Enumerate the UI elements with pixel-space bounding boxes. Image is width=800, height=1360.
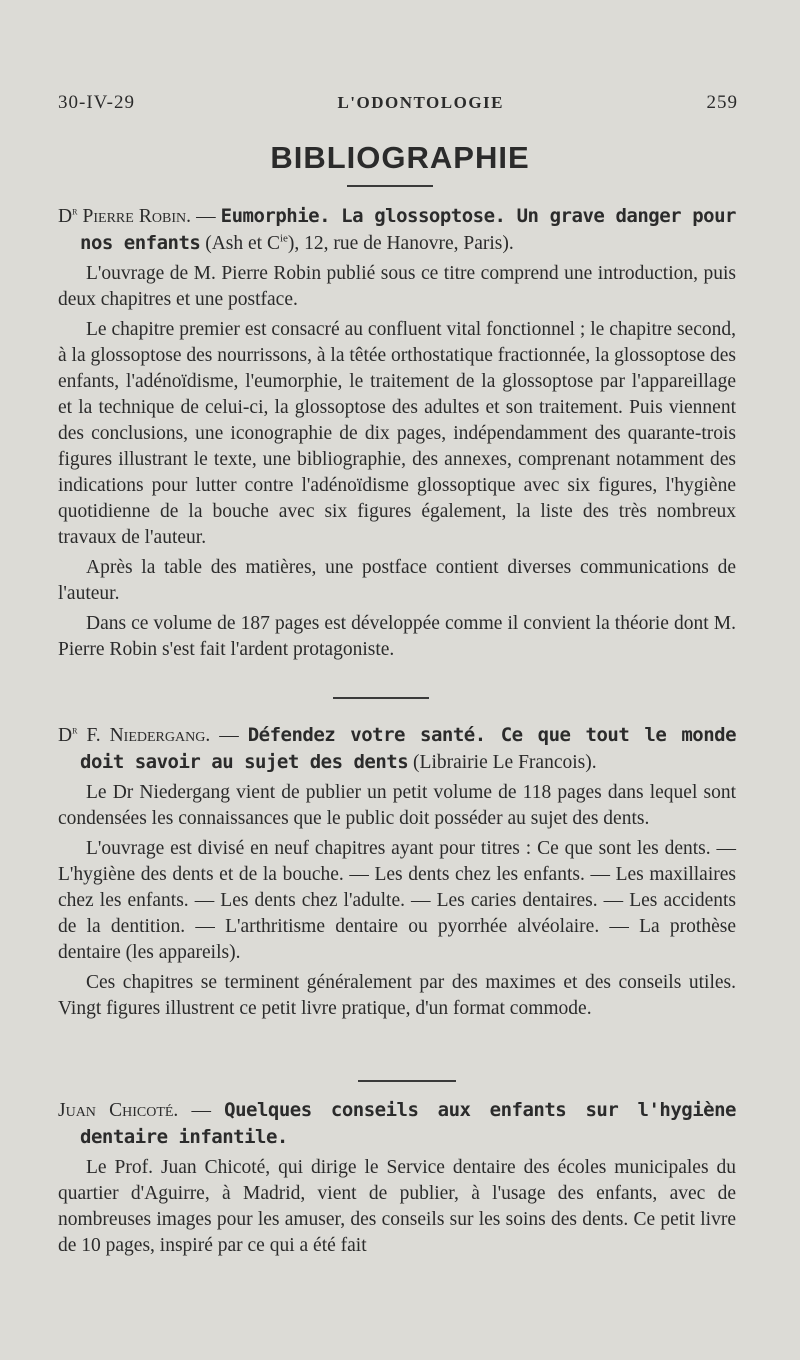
entry-publisher: (Librairie Le Francois). <box>408 752 597 773</box>
page-number: 259 <box>706 92 738 113</box>
entry-heading: $D^r$ Pierre Robin. — Eumorphie. La glossoptose. Un grave danger pour nos enfants (Ash et $C^{ie}$), 12, rue de Hanovre, Paris). <box>58 205 736 254</box>
title-rule <box>347 185 433 187</box>
entry-author: $D^r$ F. Niedergang. <box>58 724 211 746</box>
journal-name: L'ODONTOLOGIE <box>337 93 505 112</box>
entry-title: Défendez votre santé. Ce que tout le monde doit savoir au sujet des dents <box>80 724 737 773</box>
entry-paragraph: Après la table des matières, une postface contient diverses communications de l'auteur. <box>58 557 736 604</box>
bibliography-entry <box>58 203 736 663</box>
entry-paragraph: Le Dr Niedergang vient de publier un petit volume de 118 pages dans lequel sont condensées les connaissances que le public doit posséder au sujet des dents. <box>58 782 736 829</box>
running-head <box>58 92 738 114</box>
section-title: BIBLIOGRAPHIE <box>270 140 530 175</box>
issue-date: 30-IV-29 <box>58 92 135 113</box>
entry-paragraph: Le chapitre premier est consacré au confluent vital fonctionnel ; le chapitre second, à la glossoptose des nourrissons, à la têtée orthostatique fractionnée, la glossoptose des enfants, l'adénoïdisme, l'eumorphie, le traitement de la glossoptose par l'appareillage et la technique de celui-ci, la glossoptose des adultes et son traitement. Puis viennent des conclusions, une iconographie de dix pages, indépendamment des quarante-trois figures illustrant le texte, une bibliographie, des annexes, comprenant notamment des indications pour lutter contre l'adénoïdisme glossoptique avec six figures, l'hygiène quotidienne de la bouche avec six figures également, la liste des très nombreux travaux de l'auteur. <box>58 319 737 548</box>
entry-paragraph: Le Prof. Juan Chicoté, qui dirige le Service dentaire des écoles municipales du quartier d'Aguirre, à Madrid, vient de publier, à l'usage des enfants, avec de nombreuses images pour les amuser, des conseils sur les soins des dents. Ce petit livre de 10 pages, inspiré par ce qui a été fait <box>58 1157 736 1256</box>
entry-author: $D^r$ Pierre Robin. <box>58 205 191 227</box>
bibliography-entry <box>58 1097 736 1259</box>
entry-paragraph: Dans ce volume de 187 pages est développée comme il convient la théorie dont M. Pierre Robin s'est fait l'ardent protagoniste. <box>58 613 736 660</box>
entry-author: Juan Chicoté. <box>58 1100 179 1121</box>
entry-heading: $D^r$ F. Niedergang. — Défendez votre santé. Ce que tout le monde doit savoir au sujet des dents (Librairie Le Francois). <box>58 724 737 773</box>
entry-paragraph: L'ouvrage est divisé en neuf chapitres ayant pour titres : Ce que sont les dents. — L'hygiène des dents et de la bouche. — Les dents chez les enfants. — Les maxillaires chez les enfants. — Les dents chez l'adulte. — Les caries dentaires. — Les accidents de la dentition. — L'arthritisme dentaire ou pyorrhée alvéolaire. — La prothèse dentaire (les appareils). <box>58 838 736 963</box>
entry-heading: Juan Chicoté. — Quelques conseils aux enfants sur l'hygiène dentaire infantile. <box>58 1099 736 1148</box>
entry-title: Quelques conseils aux enfants sur l'hygiène dentaire infantile. <box>80 1099 736 1148</box>
separator-rule <box>333 697 429 699</box>
entry-publisher: (Ash et $C^{ie}$), 12, rue de Hanovre, Paris). <box>200 232 514 254</box>
entry-paragraph: Ces chapitres se terminent généralement par des maximes et des conseils utiles. Vingt figures illustrent ce petit livre pratique, d'un format commode. <box>58 972 736 1019</box>
bibliography-entry <box>58 722 736 1022</box>
separator-rule <box>358 1080 456 1082</box>
entry-paragraph: L'ouvrage de M. Pierre Robin publié sous ce titre comprend une introduction, puis deux chapitres et une postface. <box>58 263 736 310</box>
entry-title: Eumorphie. La glossoptose. Un grave danger pour nos enfants <box>80 205 736 254</box>
